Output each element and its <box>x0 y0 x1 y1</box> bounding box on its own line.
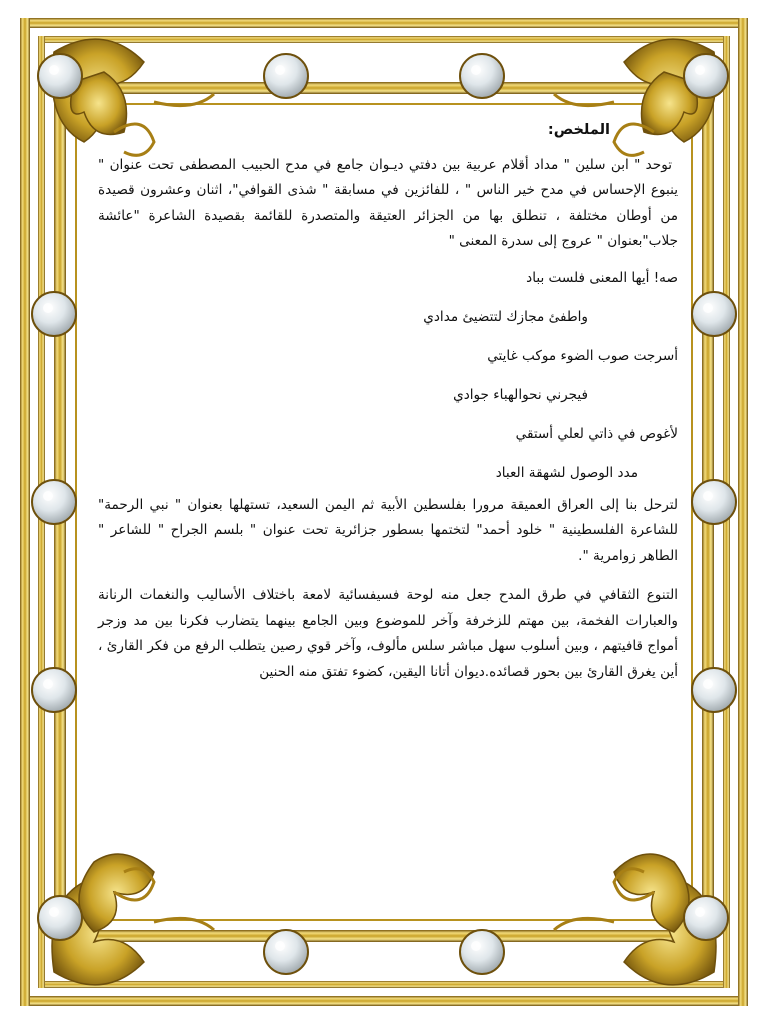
intro-paragraph: توحد " ابن سلين " مداد أقلام عربية بين دفتي ديـوان جامع في مدح الحبيب المصطفى تحت عنوان " ينبوع الإحساس في مدح خير الناس " ، للفائزين في مسابقة " شذى القوافي"، اثنان وعشرون قصيدة من أوطان مختلفة ، تنطلق بها من الجزائر العتيقة والمتصدرة للقائمة بقصيدة الشاعرة "عائشة جلاب"بعنوان " عروج إلى سدرة المعنى " <box>98 156 678 249</box>
journey-paragraph: لترحل بنا إلى العراق العميقة مرورا بفلسطين الأبية ثم اليمن السعيد، تستهلها بعنوان " نبي الرحمة" للشاعرة الفلسطينية " خلود أحمد" لتختمها بسطور جزائرية تحت عنوان " بلسم الجراح " للشاعر " الطاهر زوامرية ". <box>98 496 678 564</box>
verse-line-6: مدد الوصول لشهقة العباد <box>495 464 638 481</box>
verse-line-5: لأغوص في ذاتي لعلي أستقي <box>515 425 678 442</box>
verse-line-2: واطفئ مجازك لتتضيئ مدادي <box>423 308 588 325</box>
verse-line-3: أسرجت صوب الضوء موكب غايتي <box>487 347 678 364</box>
verse-line-4: فيجرني نحوالهباء جوادي <box>453 386 588 403</box>
verse-line-1: صه! أيها المعنى فلست بباد <box>526 269 678 286</box>
summary-heading: الملخص: <box>547 122 610 138</box>
summary-text-block <box>98 118 678 798</box>
conclusion-paragraph: التنوع الثقافي في طرق المدح جعل منه لوحة فسيفسائية لامعة باختلاف الأساليب والنغمات الرنانة والعبارات الفخمة، بين مهتم للزخرفة وآخر للموضوع وبين الجامع بينهما يتضارب فكرنا بين مد وزجر أمواج قافيتهم ، وبين أسلوب سهل مباشر سلس مألوف، وآخر قوي رصين يتطلب الرفع من فكر القارئ ، أين يغرق القارئ بين بحور قصائده.ديوان أتانا اليقين، كضوء تفتق منه الحنين <box>98 587 678 680</box>
